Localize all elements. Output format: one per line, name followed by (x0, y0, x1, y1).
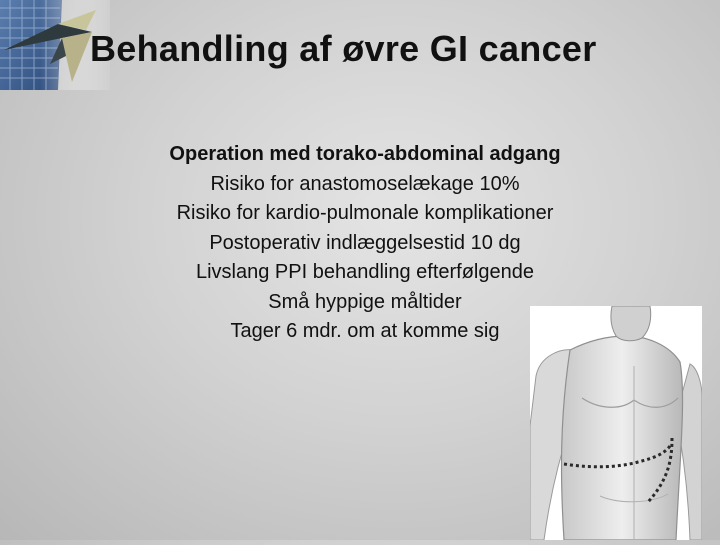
torso-incision-illustration (530, 306, 702, 540)
content-line: Livslang PPI behandling efterfølgende (195, 261, 534, 283)
content-heading: Operation med torako-abdominal adgang (169, 143, 561, 165)
content-line: Små hyppige måltider (268, 290, 462, 313)
content-line: Risiko for kardio-pulmonale komplikationer (176, 202, 554, 224)
content-line: Postoperativ indlæggelsestid 10 dg (209, 231, 521, 254)
slide-title: Behandling af øvre GI cancer (90, 28, 597, 69)
content-line: Tager 6 mdr. om at komme sig (230, 320, 500, 342)
content-line: Risiko for anastomoselækage 10% (210, 172, 520, 195)
